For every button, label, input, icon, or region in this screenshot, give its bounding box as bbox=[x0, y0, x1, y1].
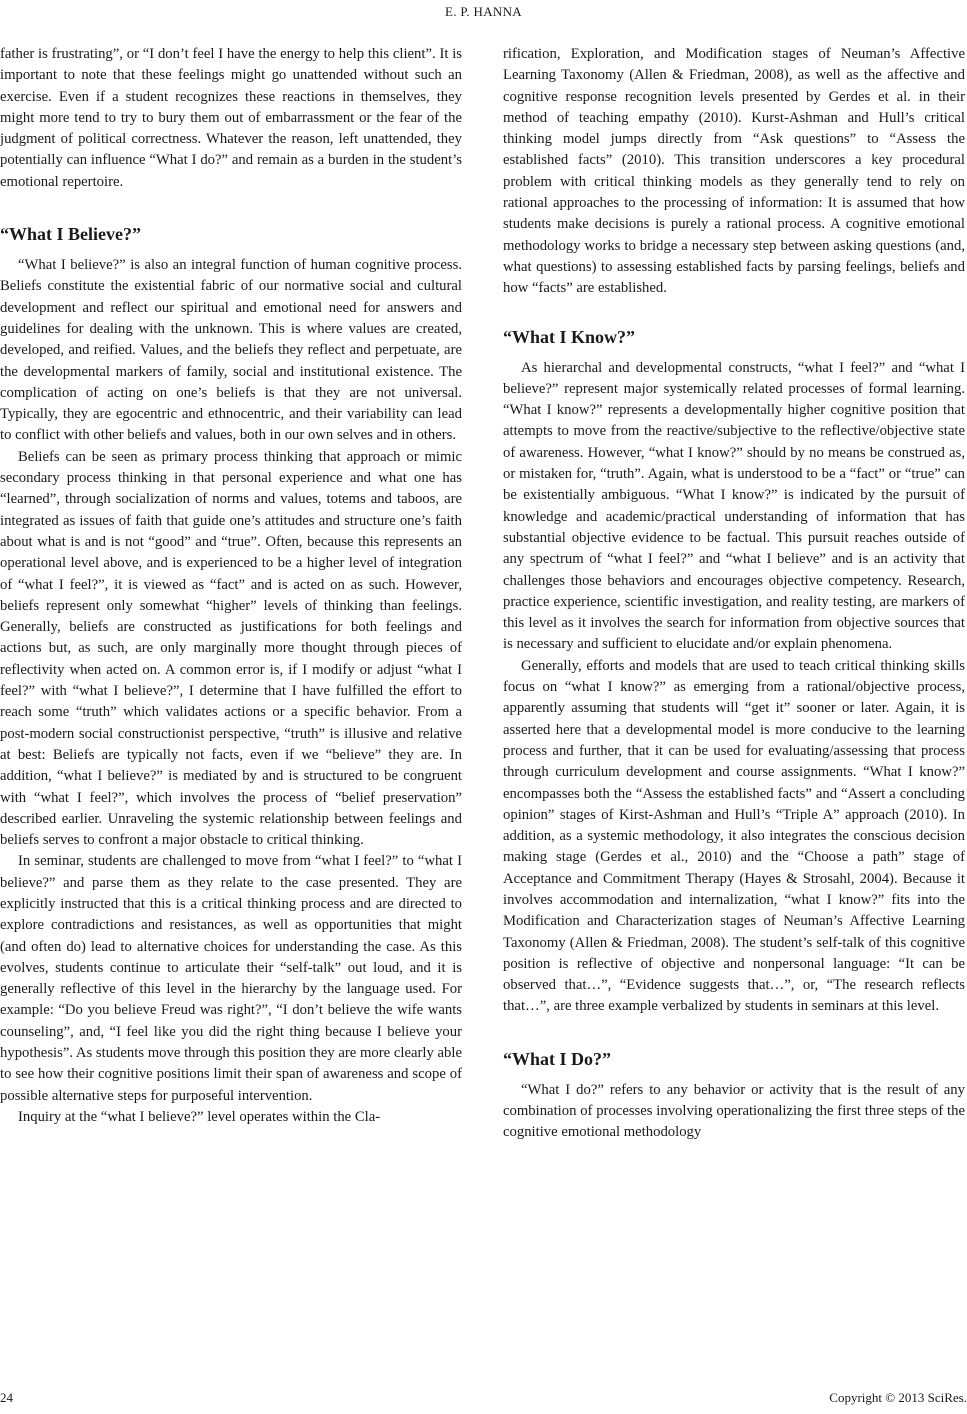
paragraph: Inquiry at the “what I believe?” level operates within the Cla- bbox=[18, 1108, 381, 1125]
paragraph: In seminar, students are challenged to move from “what I feel?” to “what I believe?” and parse them as they relate to the case presented. They are explicitly instructed that this is a critical thinking process and are directed to explore contradictions and resistances, as well as opportunities that might (and often do) lead to alternative choices for understanding the case. As this evolves, students continue to articulate their “self-talk” out loud, and it is generally reflective of this level in the hierarchy by the language used. For example: “Do you believe Freud was right?”, “I don’t believe the wife wants counseling”, and, “I feel like you did the right thing because I believe your hypothesis”. As students move through this position they are more clearly able to see how their cognitive positions limit their span of awareness and scope of possible alternative steps for purposeful intervention. bbox=[0, 853, 462, 1104]
paragraph: father is frustrating”, or “I don’t feel I have the energy to help this client”. It is important to note that these feelings might go unattended without such an exercise. Even if a student recognizes these reactions in themselves, they might more tend to try to bury them out of embarrassment or the fear of the judgment of political correctness. Whatever the reason, left unattended, they potentially can influence “What I do?” and remain as a burden in the student’s emotional repertoire. bbox=[0, 46, 462, 190]
paragraph: As hierarchal and developmental constructs, “what I feel?” and “what I believe?” represent major systemically related processes of formal learning. “What I know?” represents a developmentally higher cognitive position that attempts to move from the reactive/subjective to the reflective/objective state of awareness. However, “what I know?” should by no means be construed as, or mistaken for, “truth”. Again, what is understood to be a “fact” or “true” can be existentially ambiguous. “What I know?” is indicated by the pursuit of knowledge and academic/practical understanding of information that has substantial objective evidence to be factual. This pursuit reaches outside of any spectrum of “what I feel?” and “what I believe” and is an activity that challenges those behaviors and encourages objective competency. Research, practice experience, scientific investigation, and reality testing, are markers of this level as it involves the search for information from objective sources that is necessary and sufficient to elucidate and/or explain phenomena. bbox=[503, 359, 965, 653]
paragraph: rification, Exploration, and Modification stages of Neuman’s Affective Learning Taxonomy (Allen & Friedman, 2008), as well as the affective and cognitive response recognition levels presented by Gerdes et al. in their method of teaching empathy (2010). Kurst-Ashman and Hull’s critical thinking model jumps directly from “Ask questions” to “Assess the established facts” (2010). This transition underscores a key procedural problem with critical thinking models as they generally tend to rely on rational approaches to the processing of information: It is assumed that how students make decisions is purely a rational process. A cognitive emotional methodology works to bridge a necessary step between asking questions (and, what questions) to assessing established facts by parsing feelings, beliefs and how “facts” are established. bbox=[503, 46, 965, 297]
page-number: 24 bbox=[0, 1390, 13, 1405]
section-heading-what-i-do: “What I Do?” bbox=[503, 1048, 612, 1069]
copyright-notice: Copyright © 2013 SciRes. bbox=[829, 1390, 967, 1405]
section-heading-what-i-know: “What I Know?” bbox=[503, 326, 636, 347]
paragraph: Generally, efforts and models that are used to teach critical thinking skills focus on “what I know?” as emerging from a rational/objective process, apparently assuming that students will “get it” sooner or later. Again, it is asserted here that a developmental model is more conducive to the learning process and further, that it can be used for evaluating/assessing that process through curriculum development and course assignments. “What I know?” encompasses both the “Assess the established facts” and “Assert a concluding opinion” stages of Kirst-Ashman and Hull’s “Triple A” approach (2010). In addition, as a systemic methodology, it also integrates the conscious decision making stage (Gerdes et al., 2010) and the “Choose a path” stage of Acceptance and Commitment Therapy (Hayes & Strosahl, 2004). Because it involves accommodation and internalization, “what I know?” fits into the Modification and Characterization stages of Neuman’s Affective Learning Taxonomy (Allen & Friedman, 2008). The student’s self-talk of this cognitive position is reflective of objective and nonpersonal language: “It can be observed that…”, “Evidence suggests that…”, or, “The research reflects that…”, are three example verbalized by students in seminars at this level. bbox=[503, 657, 965, 1015]
running-head: E. P. HANNA bbox=[445, 4, 522, 19]
paragraph: “What I believe?” is also an integral function of human cognitive process. Beliefs constitute the existential fabric of our normative social and cultural development and reflect our spiritual and emotional need for answers and guidelines for dealing with the unknown. This is where values are created, developed, and reified. Values, and the beliefs they reflect and perpetuate, are the developmental markers of family, social and institutional existence. The complication of acting on one’s beliefs is that they are not universal. Typically, they are egocentric and ethnocentric, and their variability can lead to conflict with other beliefs and values, both in our own selves and in others. bbox=[0, 257, 462, 444]
paragraph: Beliefs can be seen as primary process thinking that approach or mimic secondary process thinking in that personal experience and what one has “learned”, through socialization of norms and values, totems and taboos, are integrated as issues of faith that guide one’s attitudes and structure one’s faith about what is and is not “good” and “true”. Often, because this represents an operational level above, and is experienced to be a higher level of integration of “what I feel?”, it is viewed as “fact” and is acted on as such. However, beliefs represent only somewhat “higher” levels of thinking than feelings. Generally, beliefs are constructed as justifications for both feelings and actions but, as such, are only marginally more thought through pieces of reflectivity when acted on. A common error is, if I modify or adjust “what I feel?” with “what I believe?”, I determine that I have fulfilled the effort to reach some “truth” which validates actions or a specific behavior. From a post-modern social constructionist perspective, “truth” is illusive and relative at best: Beliefs are typically not facts, even if we “believe” they are. In addition, “what I believe?” is mediated by and is structured to be congruent with “what I feel?”, which involves the process of “belief preservation” described earlier. Unraveling the systemic relationship between feelings and beliefs serves to confront a major obstacle to critical thinking. bbox=[0, 448, 462, 849]
right-column bbox=[503, 44, 965, 1144]
section-heading-what-i-believe: “What I Believe?” bbox=[0, 224, 141, 245]
paragraph: “What I do?” refers to any behavior or activity that is the result of any combination of processes involving operationalizing the first three steps of the cognitive emotional methodology bbox=[503, 1081, 965, 1141]
left-column bbox=[0, 44, 462, 1128]
